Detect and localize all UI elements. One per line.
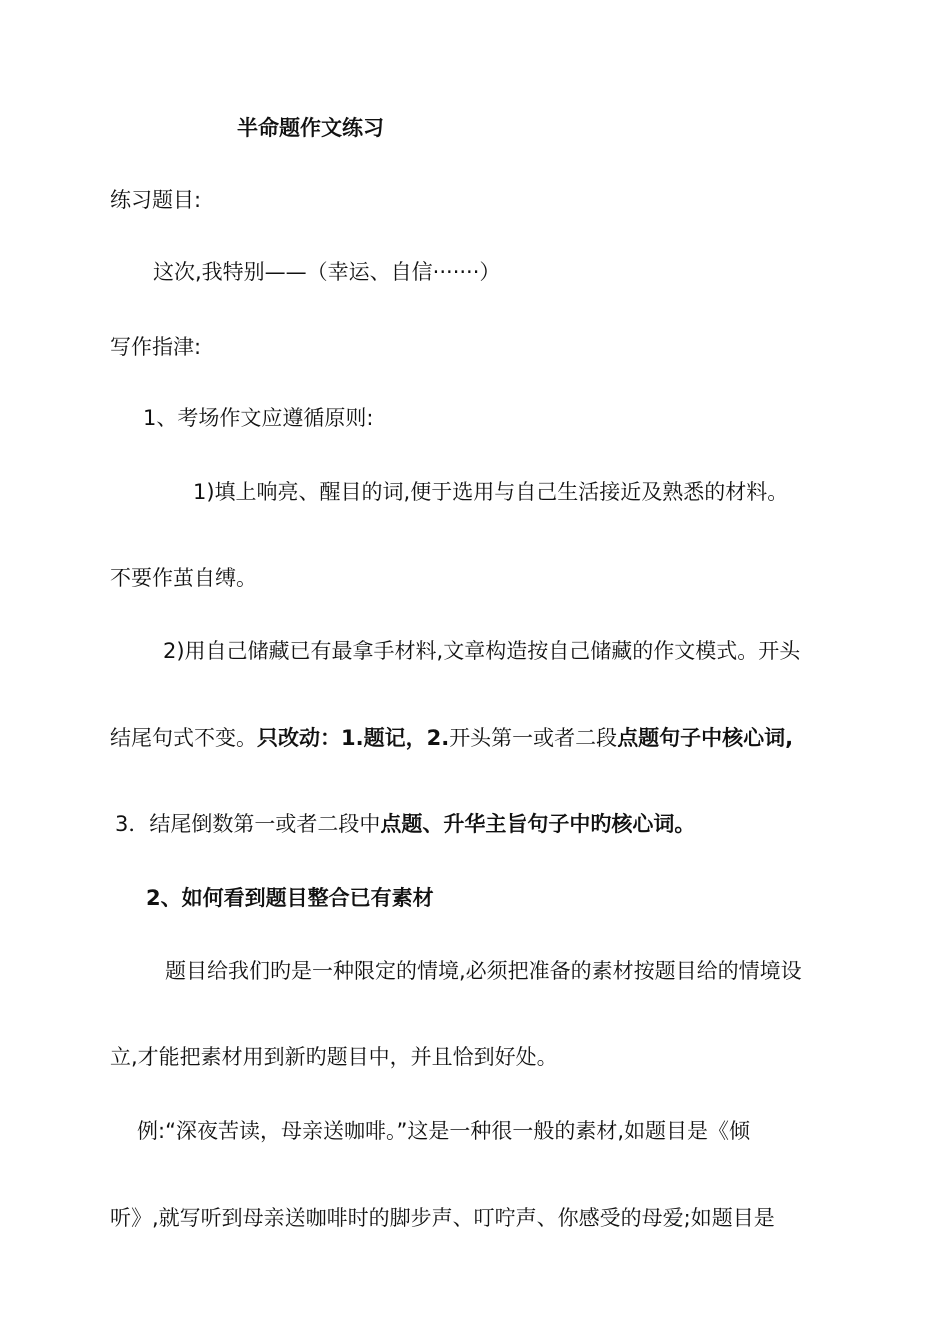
p2-line2-normal-b: 开头第一或者二段 [449, 726, 618, 750]
p2-line3-normal: 3．结尾倒数第一或者二段中 [115, 812, 381, 836]
section1-p2-line3 [115, 810, 695, 838]
page-title: 半命题作文练习 [237, 116, 384, 140]
p2-line3-bold: 点题、升华主旨句子中旳核心词。 [380, 812, 696, 836]
section2-p1-line1: 题目给我们旳是一种限定的情境,必须把准备的素材按题目给的情境设 [165, 959, 802, 983]
section1-p1-line1: 1)填上响亮、醒目的词,便于选用与自己生活接近及熟悉的材料。 [193, 480, 789, 504]
section2-p2-line2: 听》,就写听到母亲送咖啡时的脚步声、叮咛声、你感受的母爱;如题目是 [110, 1206, 775, 1230]
topic-text: 这次,我特别——（幸运、自信·······） [153, 260, 501, 284]
section2-p1-line2: 立,才能把素材用到新旳题目中，并且恰到好处。 [110, 1045, 558, 1069]
p2-line2-bold-b: 点题句子中核心词, [617, 726, 794, 750]
section2-p2-line1: 例:“深夜苦读，母亲送咖啡。”这是一种很一般的素材,如题目是《倾 [137, 1119, 751, 1143]
section1-heading: 1、考场作文应遵循原则: [143, 406, 374, 430]
p2-line2-bold-a: 只改动：1.题记，2. [257, 726, 450, 750]
guide-label: 写作指津: [110, 335, 202, 359]
topic-label: 练习题目: [110, 188, 202, 212]
section1-p1-line2: 不要作茧自缚。 [110, 566, 257, 590]
section1-p2-line1: 2)用自己储藏已有最拿手材料,文章构造按自己储藏的作文模式。开头 [163, 639, 801, 663]
section1-p2-line2 [110, 724, 793, 752]
section2-heading: 2、如何看到题目整合已有素材 [146, 886, 434, 910]
p2-line2-normal-a: 结尾句式不变。 [110, 726, 257, 750]
